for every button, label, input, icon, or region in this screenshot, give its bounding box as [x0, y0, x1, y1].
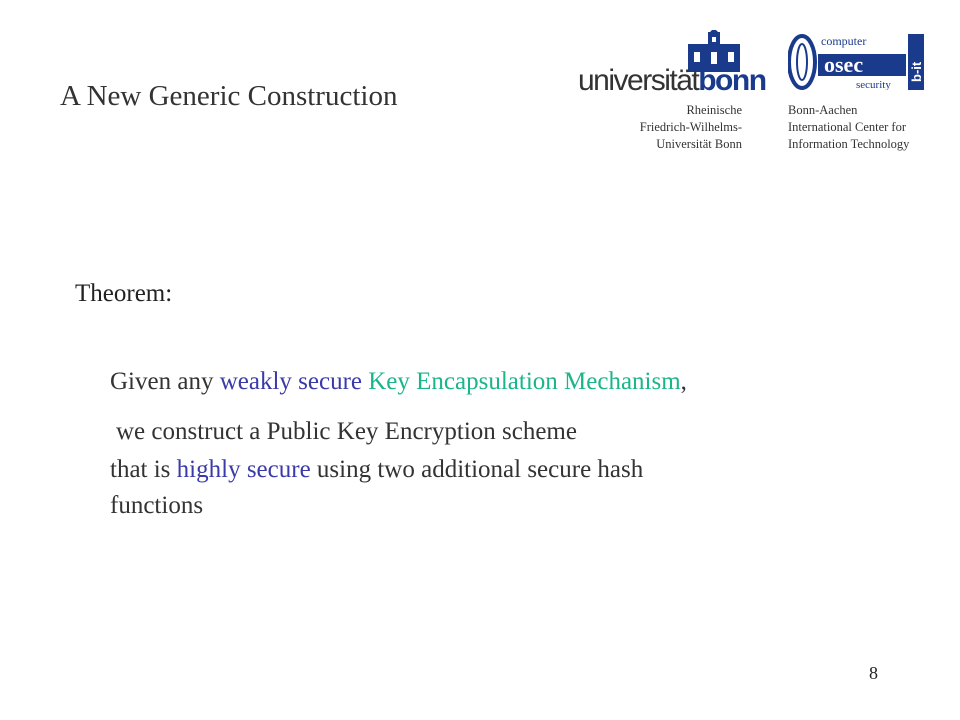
cosec-bottom-label: security	[856, 79, 891, 90]
term-secure: secure	[298, 368, 362, 395]
cosec-vertical-label: b-it	[909, 61, 924, 82]
page-number: 8	[869, 663, 878, 683]
cosec-subtitle: Bonn-Aachen International Center for Information Technology	[788, 103, 910, 151]
cosec-bit-logo	[788, 30, 938, 151]
term-highly: highly	[176, 456, 241, 483]
bonn-wordmark: universitätbonn	[578, 64, 766, 97]
cosec-emblem-icon	[788, 30, 928, 90]
university-bonn-logo	[578, 30, 766, 151]
theorem-line-1: Given any weakly secure Key Encapsulation Mechanism,	[110, 368, 687, 395]
theorem-line-3: that is highly secure using two additional secure hash	[110, 456, 644, 483]
cosec-brand: osec	[824, 52, 864, 77]
theorem-line-2: we construct a Public Key Encryption scheme	[116, 418, 577, 445]
term-secure-2: secure	[246, 456, 311, 483]
theorem-heading: Theorem:	[75, 280, 173, 307]
term-weakly: weakly	[219, 368, 292, 395]
cosec-top-label: computer	[821, 34, 867, 48]
term-kem: Key Encapsulation Mechanism	[368, 368, 681, 395]
bonn-subtitle: Rheinische Friedrich-Wilhelms- Universität Bonn	[639, 103, 742, 151]
theorem-line-4: functions	[110, 492, 204, 519]
slide-title: A New Generic Construction	[60, 80, 398, 112]
